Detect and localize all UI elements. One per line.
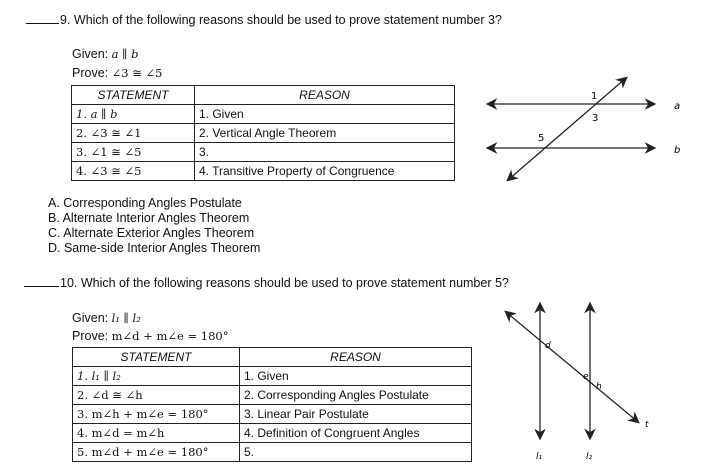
choice-b[interactable]: B. Alternate Interior Angles Theorem (48, 211, 250, 225)
angle-d-label: d (545, 341, 551, 351)
table-header-row (72, 86, 455, 105)
statement-header: STATEMENT (72, 86, 195, 105)
reason-cell: 4. Definition of Congruent Angles (240, 424, 472, 443)
q9-parallel-lines-diagram (478, 72, 693, 190)
choice-d[interactable]: D. Same-side Interior Angles Theorem (48, 241, 261, 255)
q10-given (72, 311, 141, 325)
statement-cell: 2. ∠d ≅ ∠h (73, 386, 240, 405)
statement-cell: 4. ∠3 ≅ ∠5 (72, 162, 195, 181)
table-row (72, 143, 455, 162)
statement-cell: 4. m∠d = m∠h (73, 424, 240, 443)
given-statement: a ∥ b (111, 47, 139, 61)
table-row (72, 124, 455, 143)
q10-prove (72, 329, 228, 343)
q9-prove (72, 66, 162, 80)
table-row (73, 443, 472, 462)
table-row (72, 162, 455, 181)
prove-statement: ∠3 ≅ ∠5 (111, 66, 163, 80)
transversal-line-t (506, 312, 638, 422)
statement-cell: 1. l₁ ∥ l₂ (73, 367, 240, 386)
angle-1-label: 1 (591, 91, 598, 102)
q9-proof-table (71, 85, 455, 181)
reason-header: REASON (195, 86, 455, 105)
reason-cell: 2. Vertical Angle Theorem (195, 124, 455, 143)
q9-given (72, 47, 138, 61)
table-row (73, 367, 472, 386)
line-l1-label: l₁ (536, 452, 543, 462)
q10-proof-table (72, 347, 472, 462)
prove-statement: m∠d + m∠e = 180° (111, 329, 229, 343)
reason-cell: 4. Transitive Property of Congruence (195, 162, 455, 181)
line-t-label: t (645, 420, 649, 430)
question-10-prompt (24, 274, 509, 290)
table-header-row (73, 348, 472, 367)
prove-label: Prove: (72, 66, 112, 80)
statement-header: STATEMENT (73, 348, 240, 367)
statement-cell: 2. ∠3 ≅ ∠1 (72, 124, 195, 143)
angle-3-label: 3 (592, 113, 599, 124)
question-9-text: 9. Which of the following reasons should be used to prove statement number 3? (60, 13, 502, 27)
reason-cell: 1. Given (240, 367, 472, 386)
transversal-line (508, 78, 626, 180)
answer-blank-9[interactable] (26, 11, 59, 24)
line-l2-label: l₂ (586, 452, 593, 462)
q10-parallel-lines-diagram (498, 298, 688, 466)
question-9-prompt (26, 11, 502, 27)
angle-5-label: 5 (538, 133, 545, 144)
answer-blank-10[interactable] (24, 274, 59, 287)
prove-label: Prove: (72, 329, 112, 343)
question-10-text: 10. Which of the following reasons should be used to prove statement number 5? (60, 276, 509, 290)
reason-cell-blank: 3. (195, 143, 455, 162)
angle-e-label: e (583, 372, 589, 382)
statement-cell: 3. ∠1 ≅ ∠5 (72, 143, 195, 162)
line-b-label: b (674, 145, 681, 156)
choice-c[interactable]: C. Alternate Exterior Angles Theorem (48, 226, 255, 240)
given-statement: l₁ ∥ l₂ (111, 311, 141, 325)
reason-cell: 1. Given (195, 105, 455, 124)
reason-header: REASON (240, 348, 472, 367)
statement-cell: 5. m∠d + m∠e = 180° (73, 443, 240, 462)
table-row (72, 105, 455, 124)
given-label: Given: (72, 311, 112, 325)
reason-cell-blank: 5. (240, 443, 472, 462)
table-row (73, 386, 472, 405)
table-row (73, 424, 472, 443)
reason-cell: 2. Corresponding Angles Postulate (240, 386, 472, 405)
choice-a[interactable]: A. Corresponding Angles Postulate (48, 196, 242, 210)
reason-cell: 3. Linear Pair Postulate (240, 405, 472, 424)
statement-cell: 1. a ∥ b (72, 105, 195, 124)
given-label: Given: (72, 47, 112, 61)
q9-answer-choices (48, 196, 260, 256)
angle-h-label: h (596, 382, 602, 392)
table-row (73, 405, 472, 424)
line-a-label: a (674, 101, 681, 112)
statement-cell: 3. m∠h + m∠e = 180° (73, 405, 240, 424)
